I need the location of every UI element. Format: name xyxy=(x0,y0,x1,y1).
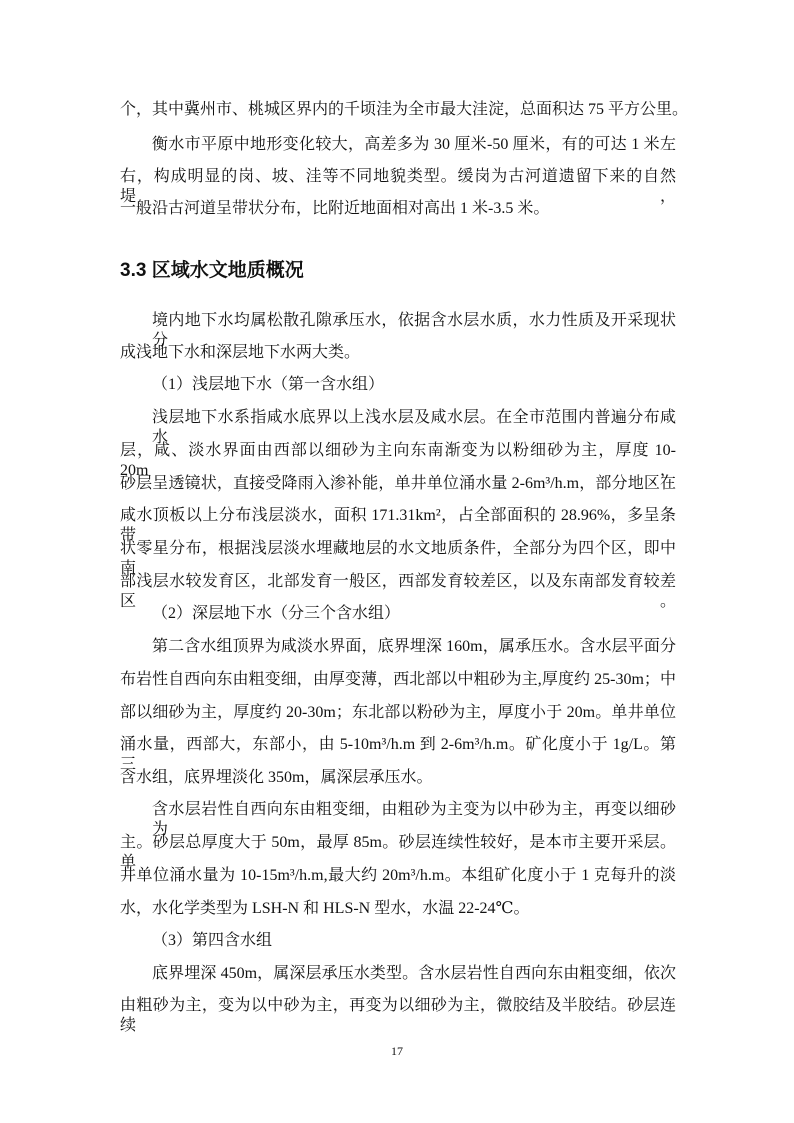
page-number: 17 xyxy=(391,1044,403,1058)
text-line: 浅层地下水系指咸水底界以上浅水层及咸水层。在全市范围内普遍分布咸水 xyxy=(152,409,676,446)
text-line: （1）浅层地下水（第一含水组） xyxy=(152,376,385,393)
text-line: 第二含水组顶界为咸淡水界面，底界埋深 160m，属承压水。含水层平面分 xyxy=(152,638,676,655)
text-line: 布岩性自西向东由粗变细，由厚变薄，西北部以中粗砂为主,厚度约 25-30m；中 xyxy=(120,671,676,688)
text-line: 底界埋深 450m，属深层承压水类型。含水层岩性自西向东由粗变细，依次 xyxy=(152,965,676,982)
text-line: 含水层岩性自西向东由粗变细，由粗砂为主变为以中砂为主，再变以细砂为 xyxy=(152,801,676,838)
text-line: 水，水化学类型为 LSH-N 和 HLS-N 型水，水温 22-24℃。 xyxy=(120,900,530,917)
text-line: 右，构成明显的岗、坡、洼等不同地貌类型。缓岗为古河道遗留下来的自然堤， xyxy=(120,168,676,205)
text-line: （3）第四含水组 xyxy=(152,932,273,949)
text-line: 涌水量，西部大，东部小，由 5-10m³/h.m 到 2-6m³/h.m。矿化度小于 1g/L。第三 xyxy=(120,736,676,773)
text-line: 主。砂层总厚度大于 50m，最厚 85m。砂层连续性较好，是本市主要开采层。单 xyxy=(120,834,676,871)
text-line: 层，咸、淡水界面由西部以细砂为主向东南渐变为以粉细砂为主，厚度 10-20m， xyxy=(120,442,676,479)
text-line: 一般沿古河道呈带状分布，比附近地面相对高出 1 米-3.5 米。 xyxy=(120,200,550,217)
text-line: 井单位涌水量为 10-15m³/h.m,最大约 20m³/h.m。本组矿化度小于 1 克每升的淡 xyxy=(120,867,676,884)
text-line: 个，其中冀州市、桃城区界内的千顷洼为全市最大洼淀，总面积达 75 平方公里。 xyxy=(120,101,689,118)
text-line: 砂层呈透镜状，直接受降雨入渗补能，单井单位涌水量 2-6m³/h.m，部分地区在 xyxy=(120,475,676,492)
text-line: 部以细砂为主，厚度约 20-30m；东北部以粉砂为主，厚度小于 20m。单井单位 xyxy=(120,704,676,721)
text-line: 含水组，底界埋淡化 350m，属深层承压水。 xyxy=(120,769,433,786)
text-line: 由粗砂为主，变为以中砂为主，再变为以细砂为主，微胶结及半胶结。砂层连续 xyxy=(120,997,676,1034)
text-line: （2）深层地下水（分三个含水组） xyxy=(152,605,401,622)
text-line: 状零星分布，根据浅层淡水埋藏地层的水文地质条件，全部分为四个区，即中南 xyxy=(120,540,676,577)
text-line: 部浅层水较发育区，北部发育一般区，西部发育较差区，以及东南部发育较差区。 xyxy=(120,573,676,610)
text-line: 衡水市平原中地形变化较大，高差多为 30 厘米-50 厘米，有的可达 1 米左 xyxy=(152,136,676,153)
text-line: 境内地下水均属松散孔隙承压水，依据含水层水质，水力性质及开采现状分 xyxy=(152,312,676,349)
section-heading: 3.3 区域水文地质概况 xyxy=(120,260,304,281)
text-line: 咸水顶板以上分布浅层淡水，面积 171.31km²，占全部面积的 28.96%，多呈条带 xyxy=(120,507,676,544)
text-line: 成浅地下水和深层地下水两大类。 xyxy=(120,344,361,361)
